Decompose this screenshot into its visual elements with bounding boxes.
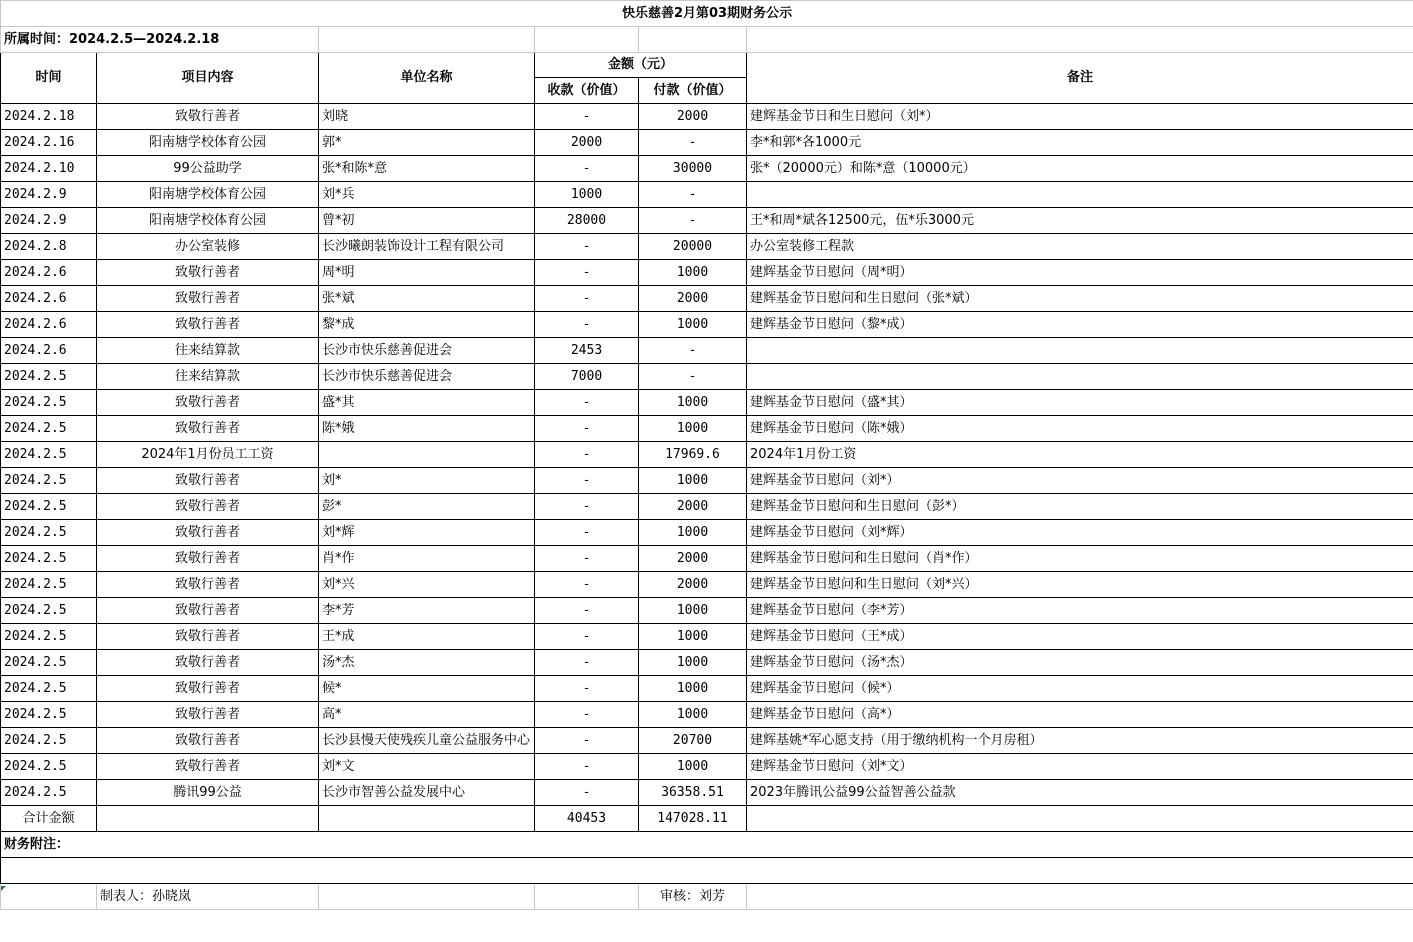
row-item: 99公益助学	[97, 156, 319, 182]
row-item: 腾讯99公益	[97, 780, 319, 806]
row-unit: 刘*	[319, 468, 535, 494]
row-date: 2024.2.5	[1, 494, 97, 520]
row-item: 致敬行善者	[97, 390, 319, 416]
row-remark	[747, 364, 1413, 390]
row-income: -	[535, 520, 639, 546]
row-remark: 建辉基金节日慰问（王*成）	[747, 624, 1413, 650]
row-remark: 建辉基金节日慰问（盛*其）	[747, 390, 1413, 416]
cell-marker	[1, 886, 6, 891]
row-income: -	[535, 676, 639, 702]
table-row	[1, 468, 1413, 494]
table-row	[1, 182, 1413, 208]
row-date: 2024.2.5	[1, 624, 97, 650]
row-payment: 30000	[639, 156, 747, 182]
table-row	[1, 754, 1413, 780]
table-row	[1, 624, 1413, 650]
row-unit: 长沙市快乐慈善促进会	[319, 364, 535, 390]
row-item: 致敬行善者	[97, 546, 319, 572]
row-payment: 2000	[639, 104, 747, 130]
row-payment: 2000	[639, 286, 747, 312]
row-item: 致敬行善者	[97, 624, 319, 650]
row-unit: 王*成	[319, 624, 535, 650]
row-remark: 张*（20000元）和陈*意（10000元）	[747, 156, 1413, 182]
row-income: 7000	[535, 364, 639, 390]
row-income: -	[535, 468, 639, 494]
row-remark: 建辉基金节日慰问（周*明）	[747, 260, 1413, 286]
row-date: 2024.2.6	[1, 338, 97, 364]
row-income: -	[535, 702, 639, 728]
row-unit: 刘*兴	[319, 572, 535, 598]
row-remark	[747, 182, 1413, 208]
row-remark: 建辉基金节日慰问和生日慰问（彭*）	[747, 494, 1413, 520]
totals-label: 合计金额	[1, 806, 97, 832]
notes-content	[1, 858, 1413, 884]
row-date: 2024.2.5	[1, 416, 97, 442]
row-remark: 建辉基金节日慰问和生日慰问（张*斌）	[747, 286, 1413, 312]
row-income: -	[535, 390, 639, 416]
row-payment: -	[639, 364, 747, 390]
row-payment: -	[639, 130, 747, 156]
empty-cell	[319, 806, 535, 832]
row-payment: 1000	[639, 754, 747, 780]
row-payment: 1000	[639, 598, 747, 624]
row-item: 阳南塘学校体育公园	[97, 182, 319, 208]
notes-blank-row	[1, 858, 1413, 884]
row-payment: 1000	[639, 520, 747, 546]
row-item: 致敬行善者	[97, 728, 319, 754]
row-payment: 1000	[639, 260, 747, 286]
row-income: -	[535, 442, 639, 468]
notes-label: 财务附注：	[1, 832, 1413, 858]
empty-cell	[319, 884, 535, 910]
row-unit: 黎*成	[319, 312, 535, 338]
row-income: -	[535, 624, 639, 650]
row-item: 致敬行善者	[97, 520, 319, 546]
row-income: -	[535, 728, 639, 754]
row-unit: 肖*作	[319, 546, 535, 572]
row-unit: 汤*杰	[319, 650, 535, 676]
row-unit: 彭*	[319, 494, 535, 520]
row-date: 2024.2.16	[1, 130, 97, 156]
row-item: 致敬行善者	[97, 650, 319, 676]
row-remark: 建辉基金节日慰问和生日慰问（肖*作）	[747, 546, 1413, 572]
row-income: -	[535, 260, 639, 286]
row-date: 2024.2.5	[1, 468, 97, 494]
row-remark: 建辉基金节日慰问（汤*杰）	[747, 650, 1413, 676]
row-income: -	[535, 754, 639, 780]
row-unit: 长沙曦朗装饰设计工程有限公司	[319, 234, 535, 260]
page-title: 快乐慈善2月第03期财务公示	[1, 1, 1413, 27]
row-remark: 建辉基金节日慰问（刘*辉）	[747, 520, 1413, 546]
row-payment: 1000	[639, 650, 747, 676]
row-income: -	[535, 546, 639, 572]
row-payment: -	[639, 208, 747, 234]
row-payment: 1000	[639, 390, 747, 416]
row-income: -	[535, 286, 639, 312]
row-remark: 2023年腾讯公益99公益智善公益款	[747, 780, 1413, 806]
row-payment: 1000	[639, 624, 747, 650]
period-label: 所属时间：2024.2.5—2024.2.18	[1, 27, 319, 53]
table-row	[1, 676, 1413, 702]
row-item: 致敬行善者	[97, 260, 319, 286]
row-item: 往来结算款	[97, 364, 319, 390]
totals-payment: 147028.11	[639, 806, 747, 832]
row-remark: 建辉基金节日慰问（刘*文）	[747, 754, 1413, 780]
row-payment: 1000	[639, 702, 747, 728]
table-row	[1, 156, 1413, 182]
row-date: 2024.2.5	[1, 702, 97, 728]
row-remark: 建辉基金节日慰问（刘*）	[747, 468, 1413, 494]
table-row	[1, 234, 1413, 260]
table-row	[1, 572, 1413, 598]
row-remark: 建辉基金节日慰问（陈*娥）	[747, 416, 1413, 442]
row-income: -	[535, 156, 639, 182]
empty-cell	[535, 884, 639, 910]
table-row	[1, 780, 1413, 806]
row-date: 2024.2.5	[1, 546, 97, 572]
table-row	[1, 520, 1413, 546]
row-income: -	[535, 494, 639, 520]
row-item: 致敬行善者	[97, 572, 319, 598]
empty-cell	[97, 806, 319, 832]
row-remark: 建辉基金节日慰问（黎*成）	[747, 312, 1413, 338]
row-date: 2024.2.10	[1, 156, 97, 182]
row-unit: 曾*初	[319, 208, 535, 234]
row-date: 2024.2.8	[1, 234, 97, 260]
row-income: 2000	[535, 130, 639, 156]
header-unit: 单位名称	[319, 53, 535, 104]
row-date: 2024.2.5	[1, 650, 97, 676]
row-item: 致敬行善者	[97, 676, 319, 702]
totals-row	[1, 806, 1413, 832]
row-date: 2024.2.9	[1, 208, 97, 234]
row-date: 2024.2.5	[1, 598, 97, 624]
row-date: 2024.2.5	[1, 390, 97, 416]
header-item: 项目内容	[97, 53, 319, 104]
row-unit: 周*明	[319, 260, 535, 286]
row-remark: 建辉基金节日慰问（李*芳）	[747, 598, 1413, 624]
row-remark: 2024年1月份工资	[747, 442, 1413, 468]
preparer-signature: 制表人：孙晓岚	[97, 884, 319, 910]
row-item: 往来结算款	[97, 338, 319, 364]
row-date: 2024.2.6	[1, 260, 97, 286]
table-row	[1, 546, 1413, 572]
table-row	[1, 312, 1413, 338]
empty-cell	[319, 27, 535, 53]
row-payment: 20000	[639, 234, 747, 260]
row-payment: -	[639, 338, 747, 364]
row-date: 2024.2.6	[1, 312, 97, 338]
table-row	[1, 494, 1413, 520]
row-unit: 长沙市快乐慈善促进会	[319, 338, 535, 364]
row-date: 2024.2.5	[1, 572, 97, 598]
row-payment: -	[639, 182, 747, 208]
row-income: 28000	[535, 208, 639, 234]
row-income: -	[535, 312, 639, 338]
row-payment: 36358.51	[639, 780, 747, 806]
empty-cell	[747, 884, 1413, 910]
header-remark: 备注	[747, 53, 1413, 104]
table-row	[1, 104, 1413, 130]
row-payment: 20700	[639, 728, 747, 754]
row-income: -	[535, 780, 639, 806]
table-row	[1, 416, 1413, 442]
empty-cell	[1, 884, 97, 910]
row-date: 2024.2.9	[1, 182, 97, 208]
table-row	[1, 728, 1413, 754]
table-row	[1, 390, 1413, 416]
table-row	[1, 364, 1413, 390]
row-item: 致敬行善者	[97, 494, 319, 520]
row-payment: 1000	[639, 416, 747, 442]
row-date: 2024.2.5	[1, 780, 97, 806]
row-unit: 张*和陈*意	[319, 156, 535, 182]
header-amount: 金额（元）	[535, 53, 747, 78]
row-remark: 建辉基金节日慰问（候*）	[747, 676, 1413, 702]
row-unit: 陈*娥	[319, 416, 535, 442]
row-unit: 长沙市智善公益发展中心	[319, 780, 535, 806]
row-item: 办公室装修	[97, 234, 319, 260]
header-payment: 付款（价值）	[639, 78, 747, 104]
row-payment: 1000	[639, 676, 747, 702]
row-unit: 刘*文	[319, 754, 535, 780]
empty-cell	[747, 806, 1413, 832]
row-payment: 1000	[639, 312, 747, 338]
row-remark: 办公室装修工程款	[747, 234, 1413, 260]
row-date: 2024.2.5	[1, 442, 97, 468]
row-remark: 建辉基金节日慰问（高*）	[747, 702, 1413, 728]
totals-income: 40453	[535, 806, 639, 832]
table-row	[1, 130, 1413, 156]
row-item: 阳南塘学校体育公园	[97, 208, 319, 234]
row-item: 致敬行善者	[97, 468, 319, 494]
empty-cell	[639, 27, 747, 53]
row-payment: 2000	[639, 546, 747, 572]
table-row	[1, 260, 1413, 286]
table-row	[1, 338, 1413, 364]
row-unit: 高*	[319, 702, 535, 728]
row-item: 致敬行善者	[97, 286, 319, 312]
table-row	[1, 442, 1413, 468]
row-unit: 郭*	[319, 130, 535, 156]
row-income: -	[535, 572, 639, 598]
row-item: 2024年1月份员工工资	[97, 442, 319, 468]
row-payment: 2000	[639, 572, 747, 598]
row-item: 致敬行善者	[97, 702, 319, 728]
signature-row	[1, 884, 1413, 910]
row-item: 阳南塘学校体育公园	[97, 130, 319, 156]
row-unit: 长沙县慢天使残疾儿童公益服务中心	[319, 728, 535, 754]
table-row	[1, 598, 1413, 624]
row-remark: 建辉基金节日慰问和生日慰问（刘*兴）	[747, 572, 1413, 598]
row-unit: 刘晓	[319, 104, 535, 130]
row-item: 致敬行善者	[97, 416, 319, 442]
table-row	[1, 650, 1413, 676]
row-payment: 2000	[639, 494, 747, 520]
row-date: 2024.2.5	[1, 364, 97, 390]
row-income: -	[535, 104, 639, 130]
row-item: 致敬行善者	[97, 104, 319, 130]
row-date: 2024.2.6	[1, 286, 97, 312]
notes-row	[1, 832, 1413, 858]
row-income: -	[535, 416, 639, 442]
row-unit: 张*斌	[319, 286, 535, 312]
row-unit: 刘*兵	[319, 182, 535, 208]
header-date: 时间	[1, 53, 97, 104]
row-date: 2024.2.5	[1, 728, 97, 754]
empty-cell	[535, 27, 639, 53]
row-item: 致敬行善者	[97, 754, 319, 780]
row-date: 2024.2.5	[1, 676, 97, 702]
row-item: 致敬行善者	[97, 312, 319, 338]
row-date: 2024.2.5	[1, 754, 97, 780]
row-unit: 刘*辉	[319, 520, 535, 546]
row-remark: 建辉基姚*军心愿支持（用于缴纳机构一个月房租）	[747, 728, 1413, 754]
table-row	[1, 208, 1413, 234]
table-row	[1, 702, 1413, 728]
row-income: -	[535, 234, 639, 260]
table-row	[1, 286, 1413, 312]
row-item: 致敬行善者	[97, 598, 319, 624]
row-remark: 王*和周*斌各12500元，伍*乐3000元	[747, 208, 1413, 234]
row-unit: 候*	[319, 676, 535, 702]
row-unit	[319, 442, 535, 468]
row-unit: 盛*其	[319, 390, 535, 416]
row-date: 2024.2.18	[1, 104, 97, 130]
row-remark: 李*和郭*各1000元	[747, 130, 1413, 156]
row-payment: 17969.6	[639, 442, 747, 468]
row-payment: 1000	[639, 468, 747, 494]
header-income: 收款（价值）	[535, 78, 639, 104]
row-income: -	[535, 650, 639, 676]
row-income: 2453	[535, 338, 639, 364]
row-remark	[747, 338, 1413, 364]
row-income: -	[535, 598, 639, 624]
row-unit: 李*芳	[319, 598, 535, 624]
row-date: 2024.2.5	[1, 520, 97, 546]
reviewer-signature: 审核：刘芳	[639, 884, 747, 910]
empty-cell	[747, 27, 1413, 53]
row-income: 1000	[535, 182, 639, 208]
row-remark: 建辉基金节日和生日慰问（刘*）	[747, 104, 1413, 130]
